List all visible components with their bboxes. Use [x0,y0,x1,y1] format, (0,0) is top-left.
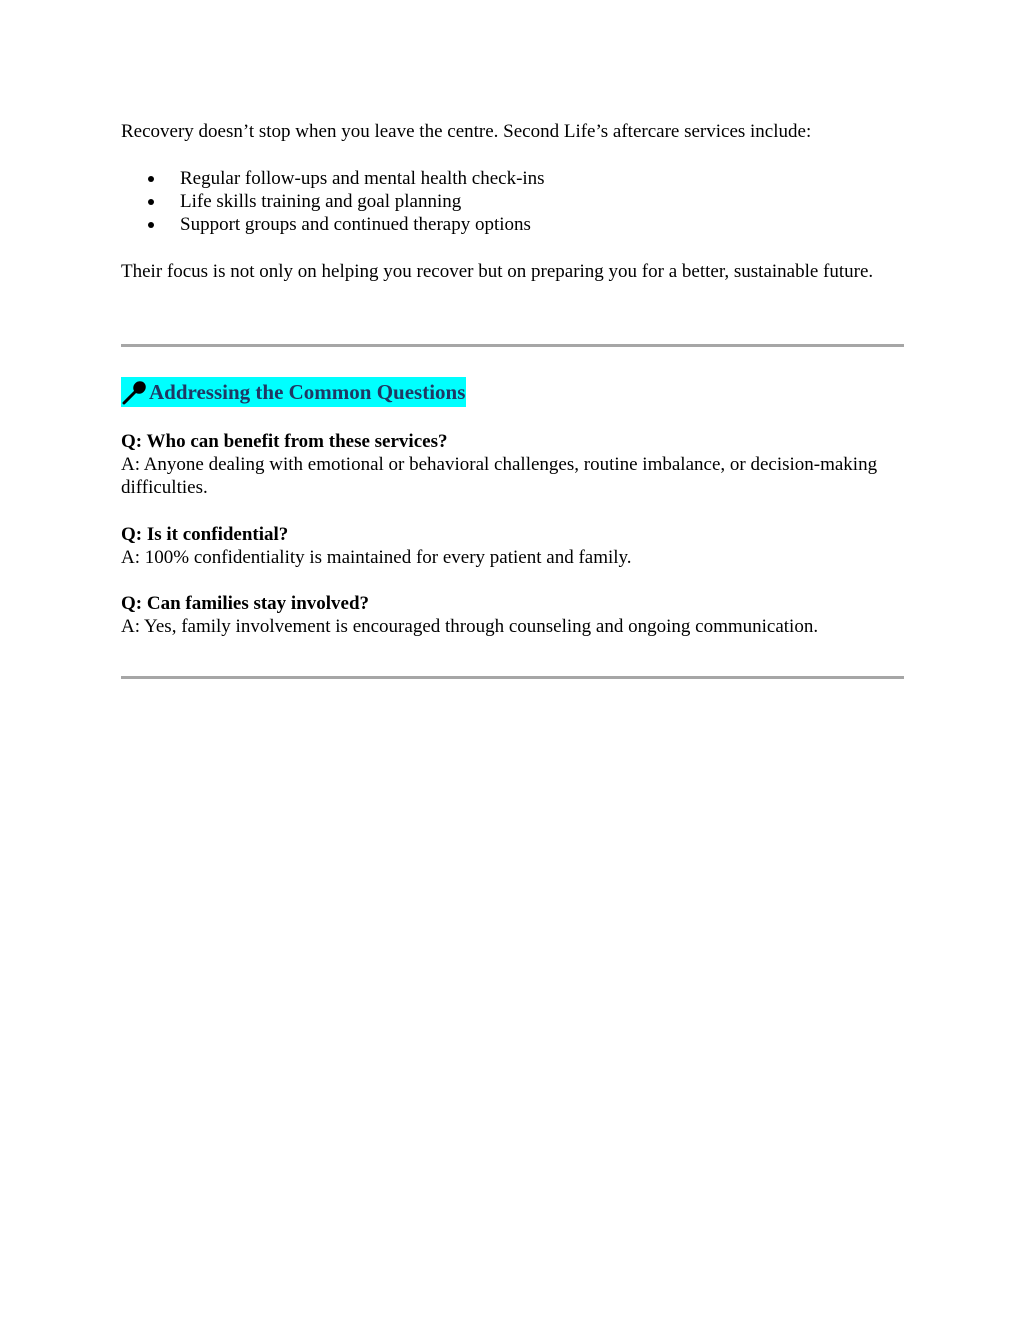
faq-item [121,592,891,638]
section-heading [121,377,466,407]
bullet-icon [148,199,154,205]
list-item [121,213,545,236]
list-item [121,167,545,190]
faq-item [121,430,891,499]
horizontal-divider [121,344,904,347]
pushpin-icon [121,378,149,406]
faq-answer: A: 100% confidentiality is maintained for every patient and family. [121,547,632,568]
section-title: Addressing the Common Questions [149,380,466,404]
horizontal-divider [121,676,904,679]
intro-paragraph: Recovery doesn’t stop when you leave the centre. Second Life’s aftercare services include: [121,121,812,142]
faq-question: Q: Is it confidential? [121,524,289,545]
faq-item [121,523,891,569]
list-item [121,190,545,213]
faq-answer: A: Yes, family involvement is encouraged through counseling and ongoing communication. [121,616,819,637]
list-item-text: Life skills training and goal planning [180,191,462,212]
focus-paragraph: Their focus is not only on helping you recover but on preparing you for a better, sustainable future. [121,261,874,282]
bullet-icon [148,222,154,228]
faq-question: Q: Who can benefit from these services? [121,431,448,452]
aftercare-list [121,167,545,236]
bullet-icon [148,176,154,182]
list-item-text: Support groups and continued therapy options [180,214,531,235]
list-item-text: Regular follow-ups and mental health check-ins [180,168,545,189]
faq-question: Q: Can families stay involved? [121,593,370,614]
faq-answer: A: Anyone dealing with emotional or behavioral challenges, routine imbalance, or decision-making difficulties. [121,454,878,498]
